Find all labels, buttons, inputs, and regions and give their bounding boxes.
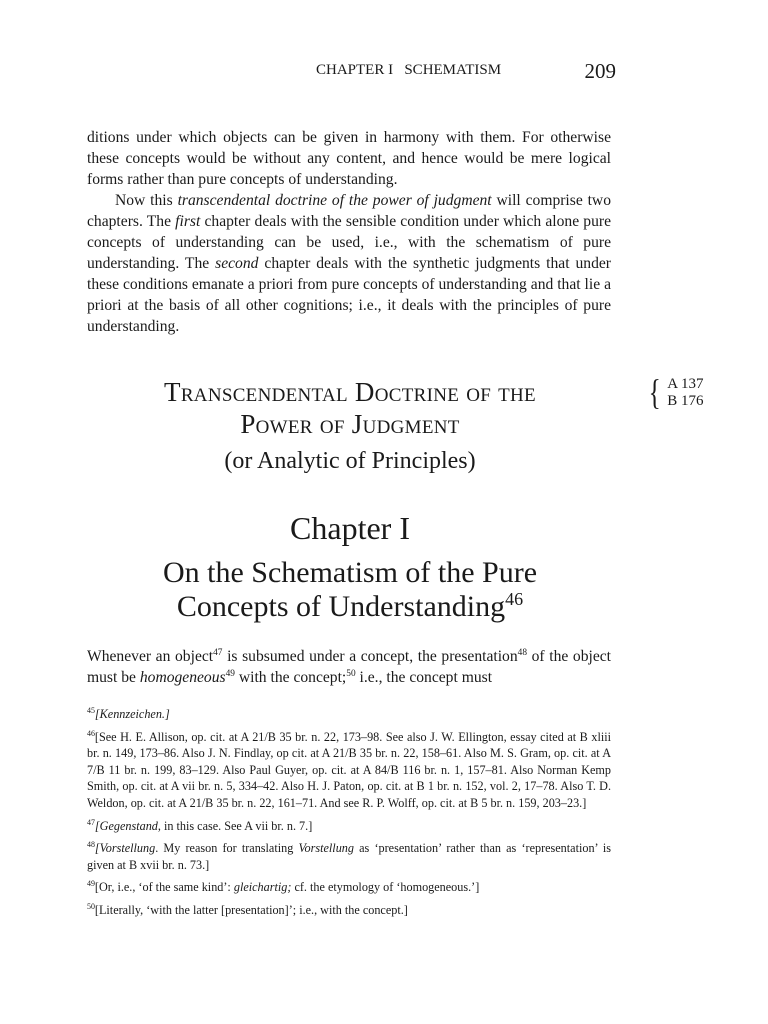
footnote-ref-50: 50 (346, 668, 356, 679)
running-head (316, 59, 616, 83)
part-subtitle: (or Analytic of Principles) (224, 448, 476, 474)
footnote-46: $^{46}$[See H. E. Allison, op. cit. at A 21/B 35 br. n. 22, 173–98. See also J. W. Ellington, essay cited at B xliii br. n. 149, 173–86. Also J. N. Findlay, op cit. at A 21/B 35 br. n. 22, 158–61. Also M. S. Gram, op. cit. at A 7/B 11 br. n. 199, 83–129. Also Paul Guyer, op. cit. at A 84/B 116 br. n. 1, 157–81. Also Norman Kemp Smith, op. cit. at A vii br. n. 5, 334–42. Also H. J. Paton, op. cit. at B 1 br. n. 152, vol. 2, 17–78. Also T. D. Weldon, op. cit. at A 21/B 35 br. n. 22, 161–71. And see R. P. Wolff, op. cit. at B 5 br. n. 159, 203–23.] (87, 728, 611, 810)
part-title-line-2: Power of Judgment (240, 409, 460, 439)
footnote-47: $^{47}$[Gegenstand, in this case. See A vii br. n. 7.] (87, 817, 313, 833)
intro-paragraph-1: ditions under which objects can be given in harmony with them. For otherwise these concepts would be without any content, and hence would be mere logical forms rather than pure concepts of understanding. (87, 129, 611, 188)
footnotes (87, 706, 611, 925)
running-head-chapter: CHAPTER I (316, 62, 394, 78)
margin-reference (646, 372, 704, 412)
footnote-ref-48: 48 (517, 647, 528, 658)
footnote-45: $^{45}$[Kennzeichen.] (87, 705, 170, 721)
footnote-49: $^{49}$[Or, i.e., ‘of the same kind’: gleichartig; cf. the etymology of ‘homogeneous.’] (87, 879, 480, 895)
brace-glyph: { (648, 372, 661, 412)
intro-text (87, 127, 611, 337)
page-number: 209 (584, 59, 616, 83)
margin-ref-a: A 137 (667, 376, 704, 392)
part-title-line-1: Transcendental Doctrine of the (164, 377, 536, 407)
chapter-number: Chapter I (290, 510, 410, 546)
footnote-ref-46: 46 (505, 589, 524, 609)
footnote-ref-47: 47 (213, 647, 223, 658)
main-paragraph: Whenever an object$^{47}$ is subsumed under a concept, the presentation$^{48}$ of the object must be homogeneous$^{49}$ with the concept;$^{50}$ i.e., the concept must (87, 647, 612, 686)
chapter-title: On the Schematism of the Pure Concepts of Understanding$^{46}$ (162, 556, 538, 623)
running-head-section: SCHEMATISM (404, 62, 502, 78)
intro-paragraph-2: Now this transcendental doctrine of the power of judgment will comprise two chapters. The first chapter deals with the sensible condition under which alone pure concepts of understanding can be used, i.e., with the schematism of pure understanding. The second chapter deals with the synthetic judgments that under these conditions emanate a priori from pure concepts of understanding and that lie a priori at the basis of all other cognitions; i.e., it deals with the principles of pure understanding. (87, 192, 611, 335)
margin-ref-b: B 176 (667, 393, 704, 409)
footnote-48: $^{48}$[Vorstellung. My reason for translating Vorstellung as ‘presentation’ rather than as ‘representation’ is given at B xvii br. n. 73.] (87, 840, 611, 872)
footnote-50: $^{50}$[Literally, ‘with the latter [presentation]’; i.e., with the concept.] (87, 901, 408, 917)
footnote-ref-49: 49 (225, 668, 235, 679)
